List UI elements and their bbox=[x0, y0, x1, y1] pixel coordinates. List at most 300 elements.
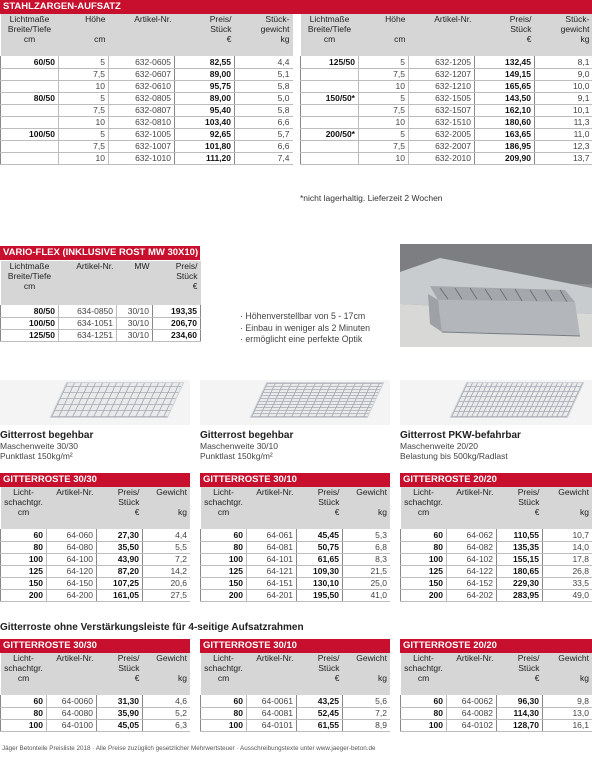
section2-title: Gitterroste ohne Verstärkungsleiste für 4-seitige Aufsatzrahmen bbox=[0, 622, 304, 633]
weight-cell: 5,8 bbox=[235, 104, 293, 116]
price-cell: 130,10 bbox=[297, 577, 343, 589]
size-cell bbox=[1, 68, 59, 80]
size-cell bbox=[1, 80, 59, 92]
grid-title-bar bbox=[0, 473, 190, 487]
article-cell: 64-151 bbox=[247, 577, 297, 589]
hdr-weight: Gewicht kg bbox=[143, 653, 191, 695]
hdr-size: Lichtmaße Breite/Tiefe cm bbox=[1, 14, 59, 56]
table-row bbox=[1, 68, 293, 80]
weight-cell: 5,7 bbox=[235, 128, 293, 140]
price-cell: 96,30 bbox=[497, 695, 543, 707]
price-cell: 143,50 bbox=[475, 92, 535, 104]
product-mesh: Maschenweite 30/30 bbox=[0, 441, 78, 451]
size-cell: 200 bbox=[201, 589, 247, 601]
article-cell: 64-101 bbox=[247, 553, 297, 565]
size-cell: 100/50 bbox=[1, 128, 59, 140]
size-cell: 125 bbox=[201, 565, 247, 577]
table-row bbox=[401, 719, 592, 731]
table-row bbox=[401, 565, 592, 577]
table-row bbox=[1, 104, 293, 116]
price-cell: 195,50 bbox=[297, 589, 343, 601]
mw-cell: 30/10 bbox=[117, 329, 153, 341]
table-row bbox=[201, 541, 391, 553]
hdr-art: Artikel-Nr. bbox=[59, 261, 117, 305]
hdr-weight: Gewicht kg bbox=[143, 487, 191, 529]
price-cell: 193,35 bbox=[153, 305, 201, 317]
feature-item: · Höhenverstellbar von 5 - 17cm bbox=[240, 311, 366, 321]
price-cell: 180,60 bbox=[475, 116, 535, 128]
hdr-price: Preis/ Stück € bbox=[297, 487, 343, 529]
grid-title: GITTERROSTE 30/10 bbox=[203, 474, 297, 485]
article-cell: 632-1207 bbox=[409, 68, 475, 80]
price-cell: 27,30 bbox=[97, 529, 143, 541]
table-row bbox=[1, 140, 293, 152]
weight-cell: 20,6 bbox=[143, 577, 191, 589]
size-cell: 60 bbox=[1, 529, 47, 541]
mw-cell: 30/10 bbox=[117, 317, 153, 329]
weight-cell: 5,3 bbox=[343, 529, 391, 541]
price-cell: 149,15 bbox=[475, 68, 535, 80]
table-row bbox=[201, 707, 391, 719]
price-cell: 107,25 bbox=[97, 577, 143, 589]
price-cell: 132,45 bbox=[475, 56, 535, 68]
stahl-title: STAHLZARGEN-AUFSATZ bbox=[3, 1, 121, 12]
vario-title: VARIO-FLEX (INKLUSIVE ROST MW 30X10) bbox=[3, 247, 199, 258]
article-cell: 64-102 bbox=[447, 553, 497, 565]
product-info-3 bbox=[400, 430, 592, 461]
article-cell: 632-1507 bbox=[409, 104, 475, 116]
hdr-price: Preis/ Stück € bbox=[497, 653, 543, 695]
article-cell: 64-120 bbox=[47, 565, 97, 577]
product-title: Gitterrost begehbar bbox=[0, 430, 94, 441]
hdr-size: Lichtmaße Breite/Tiefe cm bbox=[1, 261, 59, 305]
size-cell: 150 bbox=[1, 577, 47, 589]
grid-table-block bbox=[400, 473, 592, 602]
weight-cell: 7,2 bbox=[143, 553, 191, 565]
footer-text: Jäger Betonteile Preisliste 2018 · Alle Preise zuzüglich gesetzlicher Mehrwertsteuer · Ausschreibungstexte unter www.jaeger-beton.de bbox=[2, 745, 376, 752]
article-cell: 64-081 bbox=[247, 541, 297, 553]
article-cell: 632-1505 bbox=[409, 92, 475, 104]
table-row bbox=[301, 104, 592, 116]
price-cell: 95,40 bbox=[175, 104, 235, 116]
price-cell: 52,45 bbox=[297, 707, 343, 719]
height-cell: 10 bbox=[59, 116, 109, 128]
article-cell: 64-0061 bbox=[247, 695, 297, 707]
size-cell: 80/50 bbox=[1, 305, 59, 317]
product-load: Punktlast 150kg/m² bbox=[0, 451, 73, 461]
table-row bbox=[301, 140, 592, 152]
hdr-size: Licht- schachtgr. cm bbox=[1, 487, 47, 529]
size-cell: 125 bbox=[401, 565, 447, 577]
weight-cell: 6,8 bbox=[343, 541, 391, 553]
height-cell: 7,5 bbox=[59, 140, 109, 152]
vario-title-bar bbox=[0, 246, 200, 260]
price-cell: 128,70 bbox=[497, 719, 543, 731]
price-cell: 162,10 bbox=[475, 104, 535, 116]
height-cell: 5 bbox=[359, 128, 409, 140]
weight-cell: 10,7 bbox=[543, 529, 592, 541]
hdr-weight: Gewicht kg bbox=[543, 487, 592, 529]
height-cell: 7,5 bbox=[359, 140, 409, 152]
article-cell: 632-2010 bbox=[409, 152, 475, 164]
table-row bbox=[201, 553, 391, 565]
price-cell: 186,95 bbox=[475, 140, 535, 152]
vario-flex-photo bbox=[400, 244, 592, 347]
weight-cell: 5,5 bbox=[143, 541, 191, 553]
price-cell: 89,00 bbox=[175, 92, 235, 104]
article-cell: 64-152 bbox=[447, 577, 497, 589]
weight-cell: 14,0 bbox=[543, 541, 592, 553]
size-cell bbox=[301, 152, 359, 164]
weight-cell: 5,1 bbox=[235, 68, 293, 80]
table-row bbox=[1, 541, 191, 553]
weight-cell: 17,8 bbox=[543, 553, 592, 565]
table-row bbox=[401, 695, 592, 707]
size-cell bbox=[301, 80, 359, 92]
price-cell: 206,70 bbox=[153, 317, 201, 329]
grid-table bbox=[0, 487, 190, 602]
article-cell: 632-1205 bbox=[409, 56, 475, 68]
weight-cell: 33,5 bbox=[543, 577, 592, 589]
size-cell: 60/50 bbox=[1, 56, 59, 68]
grid-table-block bbox=[200, 639, 390, 732]
height-cell: 7,5 bbox=[359, 104, 409, 116]
mw-cell: 30/10 bbox=[117, 305, 153, 317]
price-cell: 92,65 bbox=[175, 128, 235, 140]
table-row bbox=[301, 116, 592, 128]
grid-title-bar bbox=[400, 639, 592, 653]
size-cell: 125 bbox=[1, 565, 47, 577]
table-row bbox=[1, 553, 191, 565]
weight-cell: 49,0 bbox=[543, 589, 592, 601]
hdr-height: Höhe cm bbox=[59, 14, 109, 56]
size-cell bbox=[301, 68, 359, 80]
grate-image-30-10 bbox=[200, 380, 390, 425]
article-cell: 632-1010 bbox=[109, 152, 175, 164]
article-cell: 634-1051 bbox=[59, 317, 117, 329]
table-row bbox=[1, 707, 191, 719]
hdr-size: Licht- schachtgr. cm bbox=[401, 487, 447, 529]
grate-image-20-20 bbox=[400, 380, 592, 425]
weight-cell: 5,6 bbox=[343, 695, 391, 707]
price-cell: 209,90 bbox=[475, 152, 535, 164]
price-cell: 45,05 bbox=[97, 719, 143, 731]
article-cell: 64-0102 bbox=[447, 719, 497, 731]
table-row bbox=[301, 80, 592, 92]
weight-cell: 6,3 bbox=[143, 719, 191, 731]
article-cell: 632-0605 bbox=[109, 56, 175, 68]
weight-cell: 9,8 bbox=[543, 695, 592, 707]
table-row bbox=[401, 553, 592, 565]
article-cell: 64-202 bbox=[447, 589, 497, 601]
product-load: Punktlast 150kg/m² bbox=[200, 451, 273, 461]
article-cell: 64-100 bbox=[47, 553, 97, 565]
grid-table bbox=[0, 653, 190, 732]
price-cell: 111,20 bbox=[175, 152, 235, 164]
table-row bbox=[201, 589, 391, 601]
size-cell: 100 bbox=[201, 553, 247, 565]
grid-title: GITTERROSTE 30/30 bbox=[3, 474, 97, 485]
weight-cell: 11,3 bbox=[535, 116, 592, 128]
hdr-art: Artikel-Nr. bbox=[47, 653, 97, 695]
size-cell: 125/50 bbox=[1, 329, 59, 341]
article-cell: 632-2007 bbox=[409, 140, 475, 152]
grate-picture bbox=[450, 382, 585, 418]
hdr-weight: Gewicht kg bbox=[343, 487, 391, 529]
weight-cell: 8,9 bbox=[343, 719, 391, 731]
size-cell: 100/50 bbox=[1, 317, 59, 329]
grid-table-block bbox=[200, 473, 390, 602]
height-cell: 5 bbox=[359, 56, 409, 68]
hdr-size: Licht- schachtgr. cm bbox=[401, 653, 447, 695]
hdr-art: Artikel-Nr. bbox=[47, 487, 97, 529]
stahl-table-left bbox=[0, 14, 293, 165]
hdr-price: Preis/ Stück € bbox=[497, 487, 543, 529]
article-cell: 632-1005 bbox=[109, 128, 175, 140]
size-cell: 100 bbox=[401, 553, 447, 565]
price-cell: 95,75 bbox=[175, 80, 235, 92]
size-cell: 125/50 bbox=[301, 56, 359, 68]
size-cell: 200/50* bbox=[301, 128, 359, 140]
grate-picture bbox=[50, 382, 185, 418]
article-cell: 64-0060 bbox=[47, 695, 97, 707]
hdr-art: Artikel-Nr. bbox=[109, 14, 175, 56]
hdr-size: Licht- schachtgr. cm bbox=[1, 653, 47, 695]
height-cell: 7,5 bbox=[359, 68, 409, 80]
table-row bbox=[1, 128, 293, 140]
article-cell: 64-0081 bbox=[247, 707, 297, 719]
weight-cell: 41,0 bbox=[343, 589, 391, 601]
price-cell: 35,90 bbox=[97, 707, 143, 719]
table-row bbox=[1, 577, 191, 589]
hdr-price: Preis/ Stück € bbox=[97, 653, 143, 695]
hdr-weight: Gewicht kg bbox=[543, 653, 592, 695]
table-row bbox=[401, 577, 592, 589]
article-cell: 64-062 bbox=[447, 529, 497, 541]
vario-features bbox=[240, 311, 370, 346]
size-cell: 60 bbox=[1, 695, 47, 707]
size-cell: 80 bbox=[201, 541, 247, 553]
size-cell: 200 bbox=[1, 589, 47, 601]
weight-cell: 9,0 bbox=[535, 68, 592, 80]
product-title: Gitterrost begehbar bbox=[200, 430, 294, 441]
hdr-art: Artikel-Nr. bbox=[409, 14, 475, 56]
weight-cell: 13,7 bbox=[535, 152, 592, 164]
article-cell: 632-1510 bbox=[409, 116, 475, 128]
stahl-title-bar bbox=[0, 0, 592, 14]
product-info-1 bbox=[0, 430, 190, 461]
size-cell: 80 bbox=[401, 541, 447, 553]
table-row bbox=[1, 589, 191, 601]
size-cell: 150 bbox=[401, 577, 447, 589]
height-cell: 10 bbox=[359, 116, 409, 128]
article-cell: 64-080 bbox=[47, 541, 97, 553]
hdr-price: Preis/ Stück € bbox=[153, 261, 201, 305]
weight-cell: 8,3 bbox=[343, 553, 391, 565]
grid-title: GITTERROSTE 30/10 bbox=[203, 640, 297, 651]
weight-cell: 6,6 bbox=[235, 116, 293, 128]
height-cell: 10 bbox=[59, 80, 109, 92]
article-cell: 64-0100 bbox=[47, 719, 97, 731]
weight-cell: 6,6 bbox=[235, 140, 293, 152]
product-info-2 bbox=[200, 430, 390, 461]
size-cell: 60 bbox=[201, 695, 247, 707]
article-cell: 64-0062 bbox=[447, 695, 497, 707]
height-cell: 5 bbox=[59, 92, 109, 104]
product-title: Gitterrost PKW-befahrbar bbox=[400, 430, 521, 441]
feature-item: · Einbau in weniger als 2 Minuten bbox=[240, 322, 371, 333]
price-cell: 35,50 bbox=[97, 541, 143, 553]
size-cell: 80 bbox=[1, 707, 47, 719]
price-cell: 61,65 bbox=[297, 553, 343, 565]
weight-cell: 7,4 bbox=[235, 152, 293, 164]
grid-title-bar bbox=[0, 639, 190, 653]
grate-picture bbox=[250, 382, 385, 418]
hdr-mw: MW bbox=[117, 261, 153, 305]
table-row bbox=[1, 152, 293, 164]
grid-title-bar bbox=[200, 639, 390, 653]
price-cell: 50,75 bbox=[297, 541, 343, 553]
article-cell: 64-200 bbox=[47, 589, 97, 601]
product-mesh: Maschenweite 20/20 bbox=[400, 441, 478, 451]
hdr-price: Preis/ Stück € bbox=[297, 653, 343, 695]
hdr-weight: Stück- gewicht kg bbox=[235, 14, 293, 56]
hdr-price: Preis/ Stück € bbox=[175, 14, 235, 56]
hdr-price: Preis/ Stück € bbox=[475, 14, 535, 56]
article-cell: 632-0607 bbox=[109, 68, 175, 80]
table-row bbox=[1, 80, 293, 92]
table-row bbox=[401, 541, 592, 553]
article-cell: 632-1007 bbox=[109, 140, 175, 152]
size-cell: 100 bbox=[1, 719, 47, 731]
table-row bbox=[1, 695, 191, 707]
weight-cell: 21,5 bbox=[343, 565, 391, 577]
article-cell: 64-060 bbox=[47, 529, 97, 541]
height-cell: 10 bbox=[359, 80, 409, 92]
price-cell: 135,35 bbox=[497, 541, 543, 553]
weight-cell: 13,0 bbox=[543, 707, 592, 719]
table-row bbox=[1, 565, 191, 577]
hdr-size: Licht- schachtgr. cm bbox=[201, 653, 247, 695]
price-cell: 89,00 bbox=[175, 68, 235, 80]
price-cell: 155,15 bbox=[497, 553, 543, 565]
grid-title: GITTERROSTE 20/20 bbox=[403, 640, 497, 651]
table-row bbox=[1, 719, 191, 731]
article-cell: 634-0850 bbox=[59, 305, 117, 317]
article-cell: 632-0807 bbox=[109, 104, 175, 116]
hdr-art: Artikel-Nr. bbox=[447, 653, 497, 695]
weight-cell: 5,0 bbox=[235, 92, 293, 104]
weight-cell: 16,1 bbox=[543, 719, 592, 731]
size-cell: 200 bbox=[401, 589, 447, 601]
table-row bbox=[1, 305, 201, 317]
price-cell: 229,30 bbox=[497, 577, 543, 589]
table-row bbox=[301, 92, 592, 104]
table-row bbox=[301, 56, 592, 68]
price-cell: 163,65 bbox=[475, 128, 535, 140]
size-cell: 150 bbox=[201, 577, 247, 589]
hdr-size: Licht- schachtgr. cm bbox=[201, 487, 247, 529]
price-cell: 43,90 bbox=[97, 553, 143, 565]
price-cell: 101,80 bbox=[175, 140, 235, 152]
price-cell: 161,05 bbox=[97, 589, 143, 601]
stahl-note: *nicht lagerhaltig. Lieferzeit 2 Wochen bbox=[300, 193, 443, 203]
grid-title-bar bbox=[400, 473, 592, 487]
height-cell: 7,5 bbox=[59, 104, 109, 116]
weight-cell: 12,3 bbox=[535, 140, 592, 152]
article-cell: 64-0101 bbox=[247, 719, 297, 731]
hdr-weight: Stück- gewicht kg bbox=[535, 14, 592, 56]
table-row bbox=[1, 92, 293, 104]
price-cell: 283,95 bbox=[497, 589, 543, 601]
article-cell: 64-121 bbox=[247, 565, 297, 577]
table-row bbox=[201, 577, 391, 589]
size-cell bbox=[1, 152, 59, 164]
price-cell: 180,65 bbox=[497, 565, 543, 577]
price-cell: 114,30 bbox=[497, 707, 543, 719]
size-cell: 100 bbox=[201, 719, 247, 731]
size-cell bbox=[301, 140, 359, 152]
article-cell: 64-061 bbox=[247, 529, 297, 541]
weight-cell: 5,8 bbox=[235, 80, 293, 92]
size-cell: 60 bbox=[401, 529, 447, 541]
grid-table bbox=[200, 653, 390, 732]
weight-cell: 4,6 bbox=[143, 695, 191, 707]
product-mesh: Maschenweite 30/10 bbox=[200, 441, 278, 451]
size-cell: 100 bbox=[1, 553, 47, 565]
height-cell: 5 bbox=[59, 56, 109, 68]
weight-cell: 4,4 bbox=[235, 56, 293, 68]
article-cell: 64-150 bbox=[47, 577, 97, 589]
hdr-weight: Gewicht kg bbox=[343, 653, 391, 695]
table-row bbox=[1, 56, 293, 68]
grate-image-30-30 bbox=[0, 380, 190, 425]
size-cell: 80 bbox=[1, 541, 47, 553]
article-cell: 64-0080 bbox=[47, 707, 97, 719]
size-cell: 80 bbox=[401, 707, 447, 719]
size-cell bbox=[1, 116, 59, 128]
table-row bbox=[1, 317, 201, 329]
table-row bbox=[1, 116, 293, 128]
article-cell: 64-122 bbox=[447, 565, 497, 577]
article-cell: 64-201 bbox=[247, 589, 297, 601]
grid-table bbox=[400, 653, 592, 732]
weight-cell: 9,1 bbox=[535, 92, 592, 104]
weight-cell: 11,0 bbox=[535, 128, 592, 140]
grid-title: GITTERROSTE 30/30 bbox=[3, 640, 97, 651]
price-cell: 43,25 bbox=[297, 695, 343, 707]
weight-cell: 26,8 bbox=[543, 565, 592, 577]
price-cell: 165,65 bbox=[475, 80, 535, 92]
table-row bbox=[201, 565, 391, 577]
height-cell: 10 bbox=[59, 152, 109, 164]
hdr-art: Artikel-Nr. bbox=[247, 653, 297, 695]
price-cell: 82,55 bbox=[175, 56, 235, 68]
size-cell: 100 bbox=[401, 719, 447, 731]
price-cell: 87,20 bbox=[97, 565, 143, 577]
price-cell: 61,55 bbox=[297, 719, 343, 731]
weight-cell: 25,0 bbox=[343, 577, 391, 589]
feature-item: · ermöglicht eine perfekte Optik bbox=[240, 334, 363, 344]
size-cell: 150/50* bbox=[301, 92, 359, 104]
table-row bbox=[401, 589, 592, 601]
weight-cell: 10,0 bbox=[535, 80, 592, 92]
table-row bbox=[401, 529, 592, 541]
size-cell bbox=[301, 104, 359, 116]
hdr-price: Preis/ Stück € bbox=[97, 487, 143, 529]
grid-table-block bbox=[400, 639, 592, 732]
hdr-art: Artikel-Nr. bbox=[247, 487, 297, 529]
